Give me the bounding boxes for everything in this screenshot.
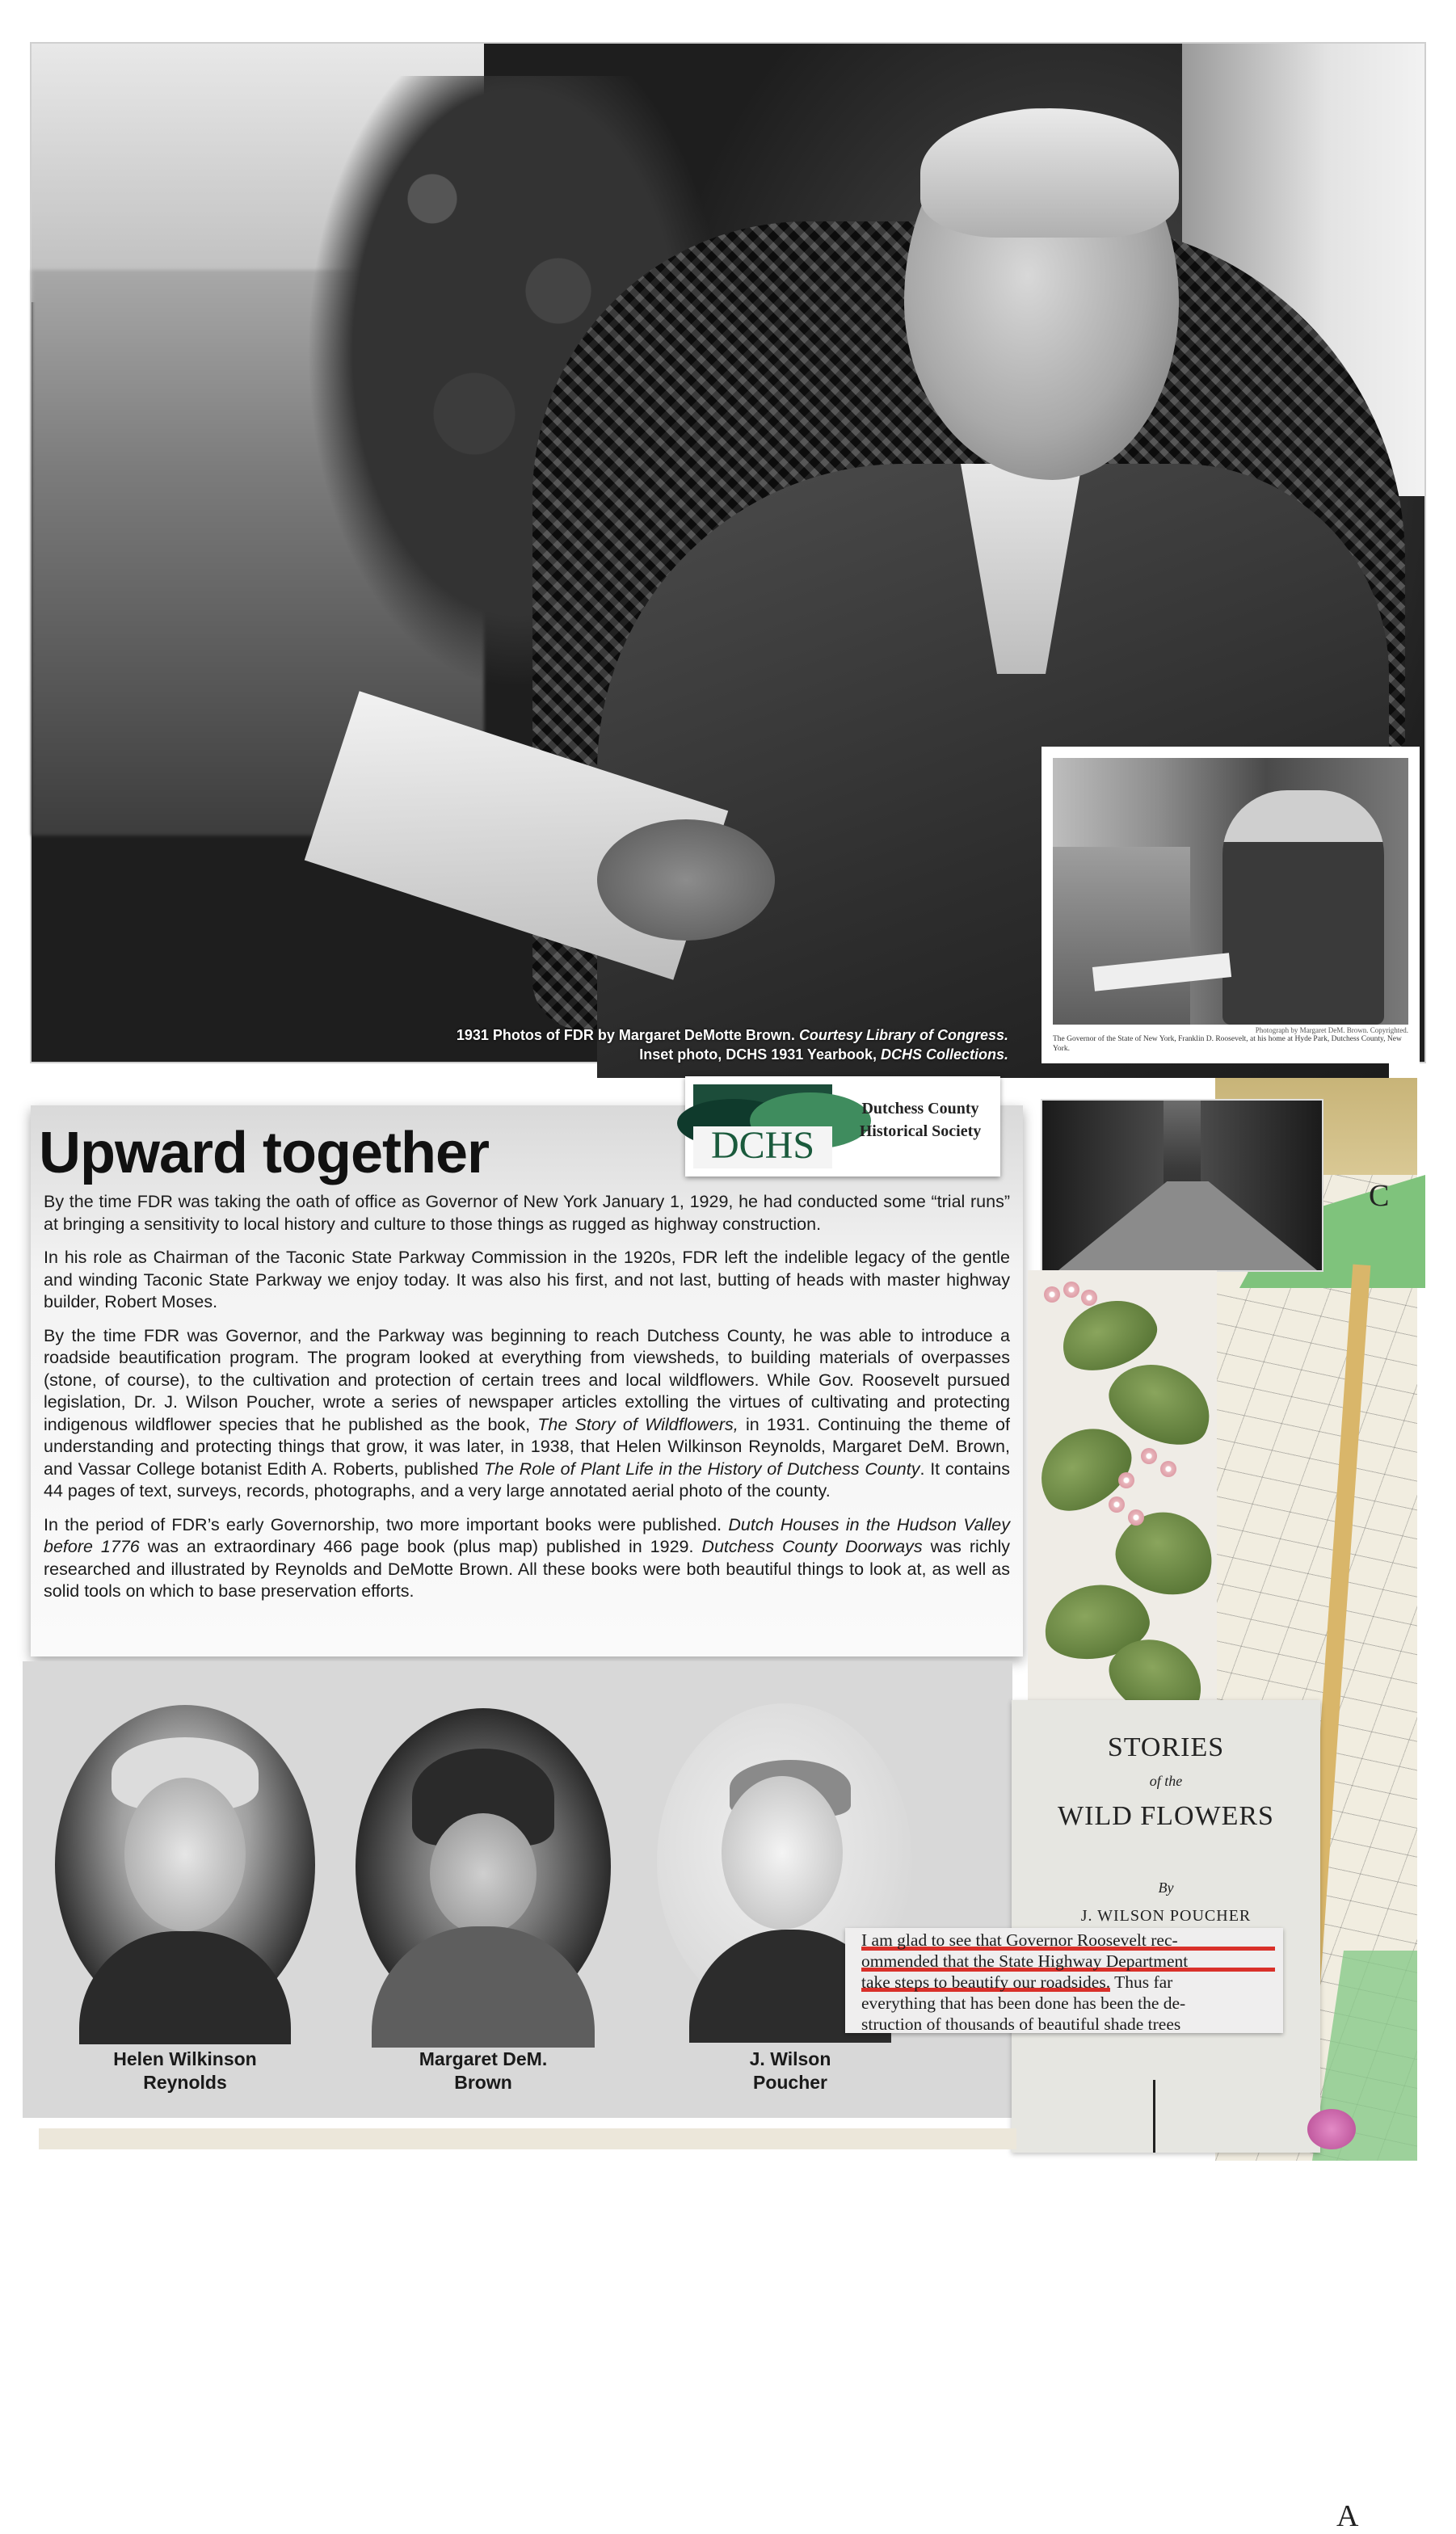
dchs-logo bbox=[685, 1076, 1000, 1176]
clipping-line-2: ommended that the State Highway Department bbox=[861, 1951, 1275, 1972]
hero-photo bbox=[30, 42, 1426, 1063]
clipping-line-4: everything that has been done has been the de- bbox=[861, 1993, 1186, 2013]
book-author: J. WILSON POUCHER bbox=[1080, 1907, 1252, 1925]
book-by: By bbox=[1158, 1879, 1174, 1896]
dchs-logo-name: Dutchess County Historical Society bbox=[859, 1100, 982, 1140]
article-paragraph-2: In his role as Chairman of the Taconic State Parkway Commission in the 1920s, FDR left the indelible legacy of the gentle and winding Taconic State Parkway we enjoy today. It was also his first, and not last, butting of heads with master highway builder, Robert Moses. bbox=[44, 1248, 1010, 1311]
portrait-margaret-dem-brown bbox=[356, 1708, 611, 2025]
hero-caption: 1931 Photos of FDR by Margaret DeMotte Brown. Courtesy Library of Congress. Inset photo, DCHS 1931 Yearbook, DCHS Collections. bbox=[456, 1027, 1008, 1063]
book-title-line1: STORIES bbox=[1107, 1732, 1225, 1762]
book-flower-sprig-icon bbox=[1153, 2080, 1180, 2153]
article-headline: Upward together bbox=[39, 1121, 490, 1185]
inset-photo-image bbox=[1053, 758, 1408, 1025]
portrait-name-brown: Margaret DeM. Brown bbox=[419, 2048, 548, 2093]
inset-photo bbox=[1042, 747, 1420, 1063]
article-panel bbox=[31, 1100, 1023, 1656]
map-letter-a: A bbox=[1336, 2499, 1359, 2533]
clipping-line-3: take steps to beautify our roadsides. Thus far bbox=[861, 1972, 1173, 1992]
portrait-helen-wilkinson-reynolds bbox=[55, 1705, 315, 2025]
book-title-line3: WILD FLOWERS bbox=[1058, 1801, 1274, 1831]
inset-photo-caption: The Governor of the State of New York, Franklin D. Roosevelt, at his home at Hyde Park, Dutchess County, New York. bbox=[1053, 1035, 1402, 1053]
clipping-line-5: struction of thousands of beautiful shade trees bbox=[861, 2014, 1181, 2034]
portrait-name-reynolds: Helen Wilkinson Reynolds bbox=[113, 2048, 257, 2093]
article-paragraph-3: By the time FDR was Governor, and the Parkway was beginning to reach Dutchess County, he was able to introduce a roadside beautification program. The program looked at everything from viewsheds, to building materials of overpasses (stone, of course), to the cultivation and protection of certain trees and local wildflowers. While Gov. Roosevelt pursued legislation, Dr. J. Wilson Poucher, wrote a series of newspaper articles extolling the virtues of cultivating and protecting indigenous wildflower species that he published as the book, The Story of Wildflowers, in 1931. Continuing the theme of understanding and protecting things that grow, it was later, in 1938, that Helen Wilkinson Reynolds, Margaret DeM. Brown, and Vassar College botanist Edith A. Roberts, published The Role of Plant Life in the History of Dutchess County. It contains 44 pages of text, surveys, records, photographs, and a very large annotated aerial photo of the county. bbox=[44, 1325, 1010, 1501]
newspaper-clipping bbox=[845, 1928, 1283, 2033]
map-letter-c: C bbox=[1369, 1179, 1390, 1213]
hero-hand bbox=[597, 819, 775, 941]
article-body bbox=[44, 1191, 1010, 1614]
wildflower-illustration bbox=[1028, 1270, 1217, 1731]
hero-portrait-hair bbox=[920, 108, 1179, 238]
portrait-name-poucher: J. Wilson Poucher bbox=[749, 2048, 831, 2093]
article-paragraph-1: By the time FDR was taking the oath of office as Governor of New York January 1, 1929, he had conducted some “trial runs” at bringing a sensitivity to local history and culture to those things as rugged as highway construction. bbox=[44, 1192, 1010, 1234]
book-title-line2: of the bbox=[1149, 1773, 1183, 1789]
bottom-image-strip bbox=[39, 2128, 1016, 2149]
book-cover-stories-of-the-wild-flowers bbox=[1012, 1700, 1320, 2153]
parkway-road-photo bbox=[1041, 1099, 1323, 1272]
portrait-section bbox=[23, 1661, 1012, 2118]
dchs-logo-letters: DCHS bbox=[693, 1126, 832, 1165]
pink-flower-decoration bbox=[1307, 2109, 1356, 2149]
article-paragraph-4: In the period of FDR’s early Governorship, two more important books were published. Dutch Houses in the Hudson Valley before 1776 was an extraordinary 466 page book (plus map) published in 1929. Dutchess County Doorways was richly researched and illustrated by Reynolds and DeMotte Brown. All these books were both beautiful things to look at, as well as solid tools on which to base preservation efforts. bbox=[44, 1514, 1011, 1601]
inset-photo-credit: Photograph by Margaret DeM. Brown. Copyrighted. bbox=[1255, 1026, 1408, 1034]
dchs-logo-mark bbox=[693, 1084, 832, 1168]
clipping-line-1: I am glad to see that Governor Roosevelt rec- bbox=[861, 1930, 1275, 1951]
